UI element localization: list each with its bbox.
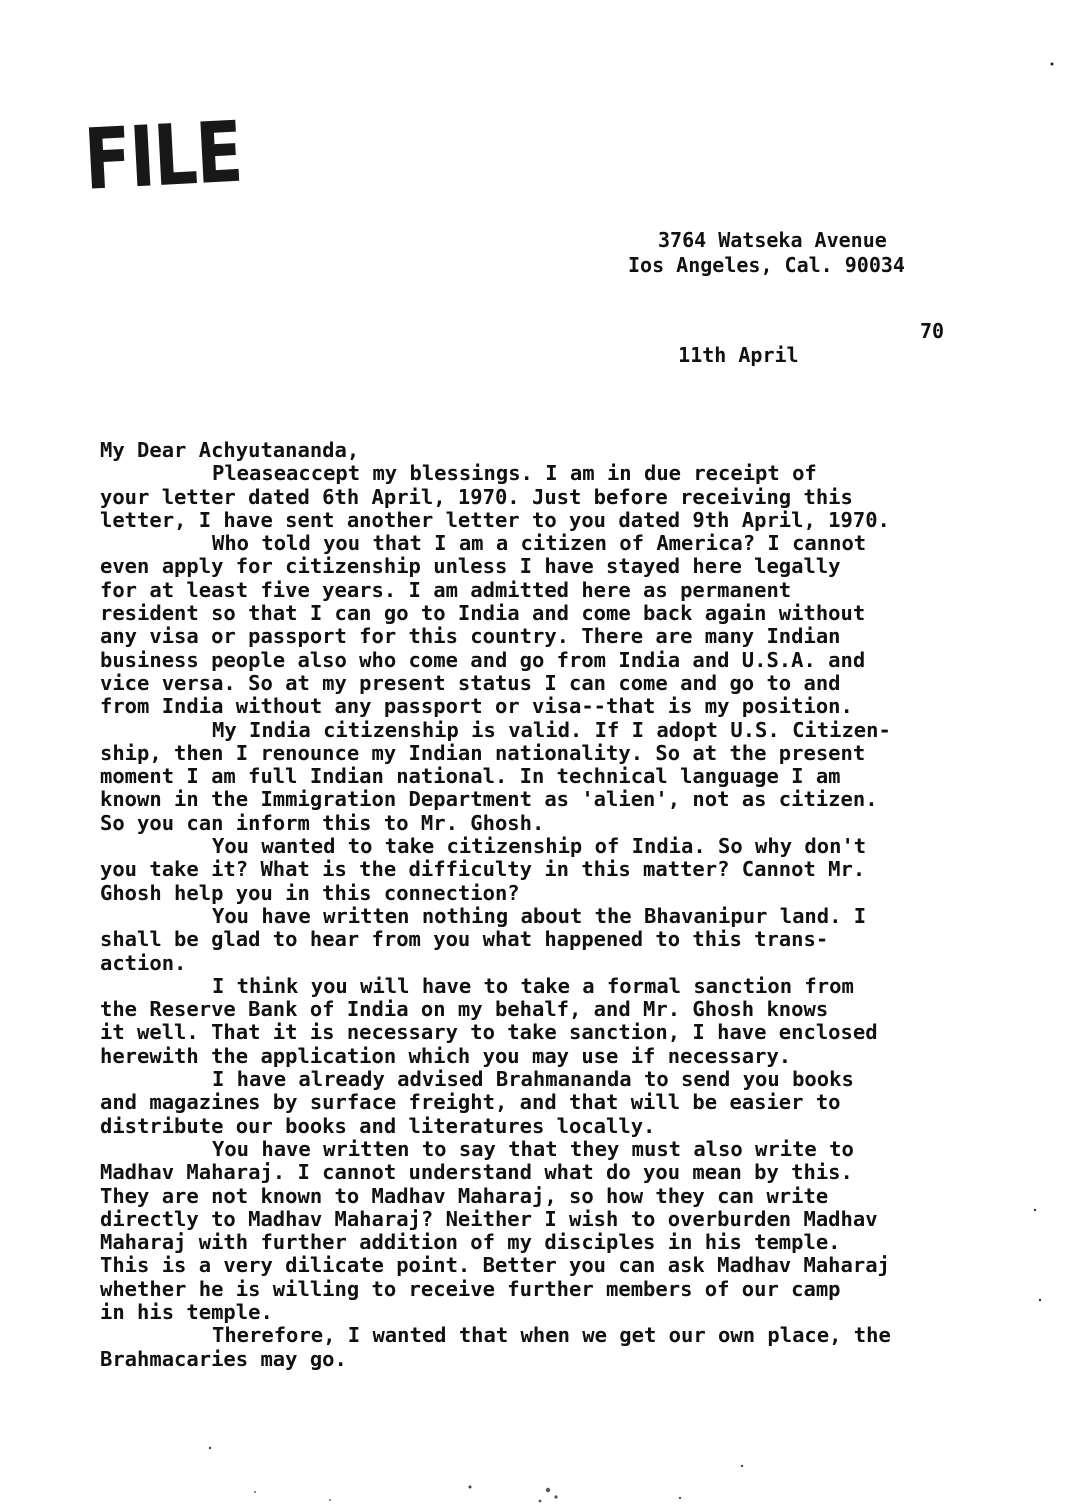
- letter-line: I think you will have to take a formal sanction from: [212, 973, 854, 998]
- letter-line: resident so that I can go to India and come back again without: [100, 601, 866, 626]
- letter-line: Therefore, I wanted that when we get our own place, the: [212, 1323, 891, 1348]
- letter-line: for at least five years. I am admitted here as permanent: [100, 577, 792, 602]
- letter-line: any visa or passport for this country. There are many Indian: [100, 624, 841, 649]
- address-street: 3764 Watseka Avenue: [658, 228, 887, 252]
- letter-line: it well. That it is necessary to take sanction, I have enclosed: [100, 1020, 878, 1045]
- letter-line: Madhav Maharaj. I cannot understand what do you mean by this.: [100, 1160, 853, 1185]
- salutation: My Dear Achyutananda,: [100, 438, 360, 462]
- letter-line: You wanted to take citizenship of India. So why don't: [212, 834, 867, 859]
- letter-line: your letter dated 6th April, 1970. Just before receiving this: [100, 484, 853, 509]
- letter-line: Who told you that I am a citizen of America? I cannot: [212, 531, 867, 556]
- letter-line: whether he is willing to receive further members of our camp: [100, 1276, 841, 1301]
- letter-line: They are not known to Madhav Maharaj, so how they can write: [100, 1183, 829, 1208]
- letter-line: This is a very dilicate point. Better you can ask Madhav Maharaj: [100, 1253, 890, 1278]
- date-day-month: 11th April: [678, 343, 799, 367]
- letter-line: Pleaseaccept my blessings. I am in due receipt of: [212, 461, 817, 486]
- date-year: 70: [920, 319, 945, 343]
- sender-address: [628, 228, 905, 278]
- letter-body: [100, 439, 1000, 1371]
- letter-line: the Reserve Bank of India on my behalf, and Mr. Ghosh knows: [100, 997, 829, 1022]
- letter-line: business people also who come and go from India and U.S.A. and: [100, 647, 866, 672]
- letter-line: You have written nothing about the Bhavanipur land. I: [212, 903, 867, 928]
- letter-line: ship, then I renounce my Indian nationality. So at the present: [100, 740, 866, 765]
- letter-line: even apply for citizenship unless I have stayed here legally: [100, 554, 841, 579]
- address-city: Ios Angeles, Cal. 90034: [628, 253, 905, 277]
- letter-line: letter, I have sent another letter to you dated 9th April, 1970.: [100, 507, 890, 532]
- letter-line: So you can inform this to Mr. Ghosh.: [100, 810, 545, 835]
- letter-line: and magazines by surface freight, and that will be easier to: [100, 1090, 841, 1115]
- letter-line: My India citizenship is valid. If I adopt U.S. Citizen-: [212, 717, 891, 742]
- letter-line: action.: [100, 950, 187, 975]
- letter-line: Ghosh help you in this connection?: [100, 880, 520, 905]
- letter-line: from India without any passport or visa--that is my position.: [100, 694, 853, 719]
- letter-line: herewith the application which you may use if necessary.: [100, 1043, 792, 1068]
- letter-line: in his temple.: [100, 1299, 273, 1324]
- letter-line: shall be glad to hear from you what happened to this trans-: [100, 927, 829, 952]
- file-stamp: FILE: [81, 102, 244, 209]
- letter-line: directly to Madhav Maharaj? Neither I wish to overburden Madhav: [100, 1206, 878, 1231]
- letter-line: you take it? What is the difficulty in this matter? Cannot Mr.: [100, 857, 866, 882]
- letter-line: moment I am full Indian national. In technical language I am: [100, 764, 841, 789]
- letter-line: You have written to say that they must also write to: [212, 1136, 854, 1161]
- letter-line: known in the Immigration Department as 'alien', not as citizen.: [100, 787, 878, 812]
- letter-line: I have already advised Brahmananda to send you books: [212, 1067, 854, 1092]
- letter-line: vice versa. So at my present status I can come and go to and: [100, 670, 841, 695]
- letter-line: Maharaj with further addition of my disciples in his temple.: [100, 1230, 841, 1255]
- letter-line: distribute our books and literatures locally.: [100, 1113, 656, 1138]
- letter-date: [630, 319, 960, 415]
- letter-line: Brahmacaries may go.: [100, 1346, 347, 1371]
